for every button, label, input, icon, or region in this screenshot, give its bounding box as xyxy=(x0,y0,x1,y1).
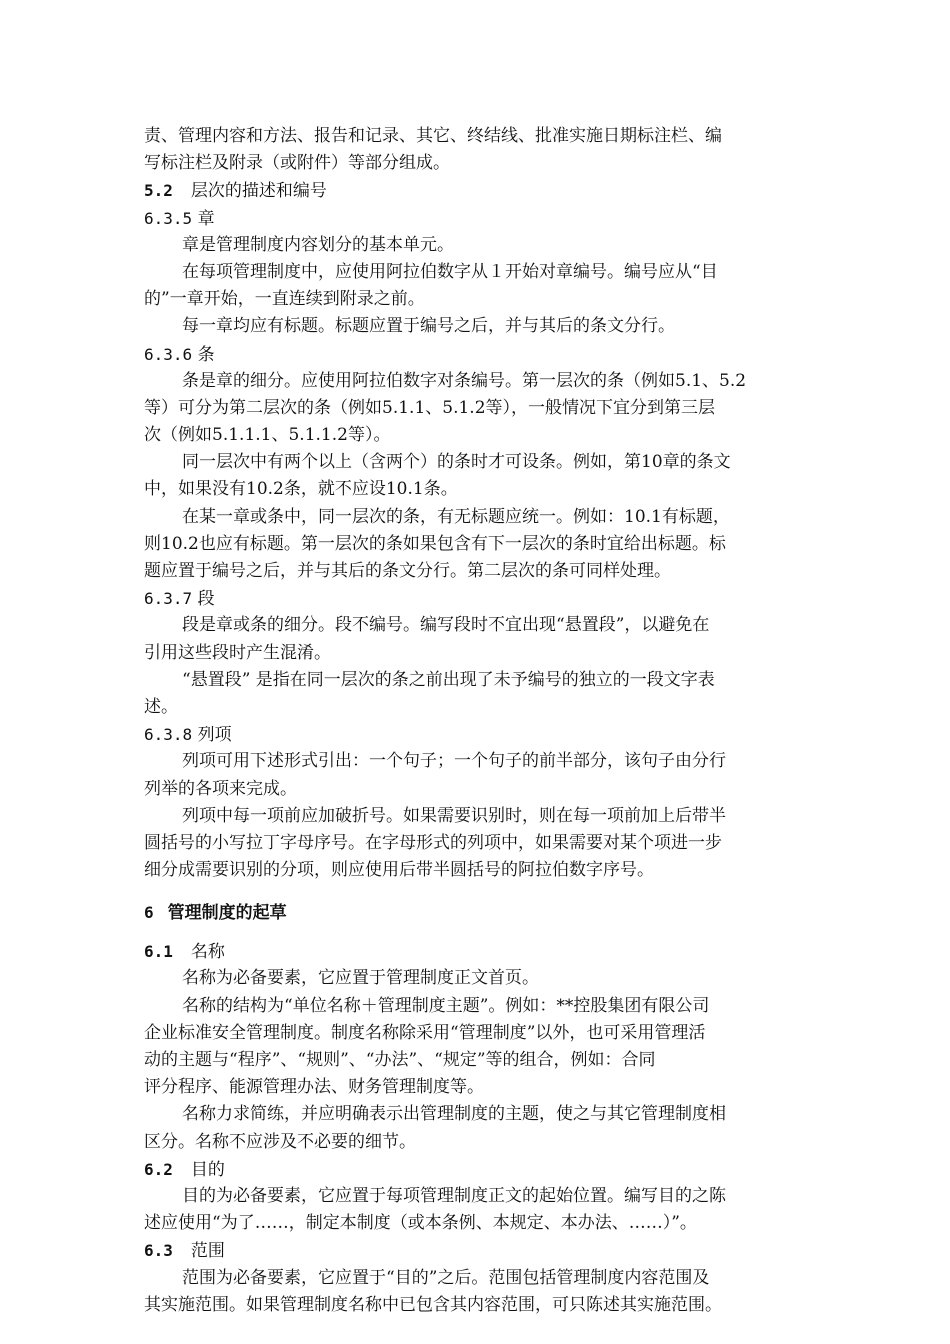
paragraph-line: 名称为必备要素，它应置于管理制度正文首页。 xyxy=(182,968,539,989)
paragraph-line: 的”一章开始，一直连续到附录之前。 xyxy=(144,289,425,310)
section-title: 列项 xyxy=(197,725,232,746)
paragraph-line: 在某一章或条中，同一层次的条，有无标题应统一。例如：10.1有标题， xyxy=(182,506,730,527)
paragraph-line: 圆括号的小写拉丁字母序号。在字母形式的列项中，如果需要对某个项进一步 xyxy=(144,832,722,853)
section-heading-6-3-5 xyxy=(144,205,810,232)
paragraph-line: 条是章的细分。应使用阿拉伯数字对条编号。第一层次的条（例如5.1、5.2 xyxy=(182,370,747,391)
section-number: 6.3.5 xyxy=(144,208,193,228)
paragraph-line: 企业标准安全管理制度。制度名称除采用“管理制度”以外，也可采用管理活 xyxy=(144,1022,706,1043)
paragraph-line: 等）可分为第二层次的条（例如5.1.1、5.1.2等），一般情况下宜分到第三层 xyxy=(144,397,716,418)
section-heading-6-2 xyxy=(144,1156,810,1183)
section-number: 6.3.8 xyxy=(144,725,193,745)
section-spacer xyxy=(144,884,810,898)
paragraph-line: 章是管理制度内容划分的基本单元。 xyxy=(182,234,454,255)
section-title: 名称 xyxy=(190,942,225,963)
section-title: 段 xyxy=(197,589,215,610)
paragraph-line: 动的主题与“程序”、“规则”、“办法”、“规定”等的组合，例如：合同 xyxy=(144,1050,656,1070)
section-number: 6.1 xyxy=(144,942,173,962)
section-number: 6.2 xyxy=(144,1159,173,1179)
paragraph-line: 名称力求简练，并应明确表示出管理制度的主题，使之与其它管理制度相 xyxy=(182,1104,726,1125)
paragraph-line: 同一层次中有两个以上（含两个）的条时才可设条。例如，第10章的条文 xyxy=(182,452,731,473)
paragraph-line: 目的为必备要素，它应置于每项管理制度正文的起始位置。编写目的之陈 xyxy=(182,1185,726,1206)
paragraph-line: 写标注栏及附录（或附件）等部分组成。 xyxy=(144,153,450,174)
paragraph-line: 列项可用下述形式引出：一个句子；一个句子的前半部分，该句子由分行 xyxy=(182,751,726,772)
paragraph-line: 则10.2也应有标题。第一层次的条如果包含有下一层次的条时宜给出标题。标 xyxy=(144,533,726,554)
section-number: 6.3.7 xyxy=(144,589,193,609)
paragraph-line: 区分。名称不应涉及不必要的细节。 xyxy=(144,1131,416,1152)
paragraph-line: 其实施范围。如果管理制度名称中已包含其内容范围，可只陈述其实施范围。 xyxy=(144,1294,722,1315)
paragraph-line: 每一章均应有标题。标题应置于编号之后，并与其后的条文分行。 xyxy=(182,316,675,337)
paragraph-line: 段是章或条的细分。段不编号。编写段时不宜出现“悬置段”，以避免在 xyxy=(182,615,710,636)
section-number: 6.3 xyxy=(144,1241,173,1261)
paragraph-line: 列举的各项来完成。 xyxy=(144,778,297,799)
section-title: 层次的描述和编号 xyxy=(190,181,327,202)
paragraph-line: 题应置于编号之后，并与其后的条文分行。第二层次的条可同样处理。 xyxy=(144,561,671,581)
section-heading-6-1 xyxy=(144,938,810,965)
section-title: 目的 xyxy=(190,1159,225,1180)
paragraph-line: 述应使用“为了……，制定本制度（或本条例、本规定、本办法、……）”。 xyxy=(144,1213,697,1234)
section-title: 章 xyxy=(197,208,215,229)
paragraph-line: 次（例如5.1.1.1、5.1.1.2等）。 xyxy=(144,425,391,446)
section-heading-6-3-7 xyxy=(144,585,810,612)
paragraph-line: 评分程序、能源管理办法、财务管理制度等。 xyxy=(144,1077,484,1098)
chapter-number: 6 xyxy=(144,903,154,923)
paragraph-line: 列项中每一项前应加破折号。如果需要识别时，则在每一项前加上后带半 xyxy=(182,805,726,826)
section-heading-6-3-8 xyxy=(144,721,810,748)
chapter-title: 管理制度的起草 xyxy=(167,903,287,924)
paragraph-line: 责、管理内容和方法、报告和记录、其它、终结线、批准实施日期标注栏、编 xyxy=(144,126,722,146)
section-heading-6-3 xyxy=(144,1237,810,1264)
paragraph-line: 范围为必备要素，它应置于“目的”之后。范围包括管理制度内容范围及 xyxy=(182,1267,710,1288)
paragraph-line: 述。 xyxy=(144,696,178,717)
section-number: 6.3.6 xyxy=(144,344,193,364)
paragraph-line: 引用这些段时产生混淆。 xyxy=(144,642,331,663)
paragraph-line: “悬置段” 是指在同一层次的条之前出现了未予编号的独立的一段文字表 xyxy=(182,669,715,690)
chapter-heading-6 xyxy=(144,898,810,928)
section-number: 5.2 xyxy=(144,181,173,201)
paragraph-line: 细分成需要识别的分项，则应使用后带半圆括号的阿拉伯数字序号。 xyxy=(144,860,654,881)
document-page xyxy=(144,123,810,1319)
section-heading-5-2 xyxy=(144,177,810,204)
section-heading-6-3-6 xyxy=(144,341,810,368)
section-title: 范围 xyxy=(190,1241,225,1262)
section-title: 条 xyxy=(197,344,215,365)
paragraph-line: 名称的结构为“单位名称＋管理制度主题”。例如：**控股集团有限公司 xyxy=(182,995,710,1016)
paragraph-line: 在每项管理制度中，应使用阿拉伯数字从１开始对章编号。编号应从“目 xyxy=(182,261,718,282)
paragraph-line: 中，如果没有10.2条，就不应设10.1条。 xyxy=(144,479,458,500)
